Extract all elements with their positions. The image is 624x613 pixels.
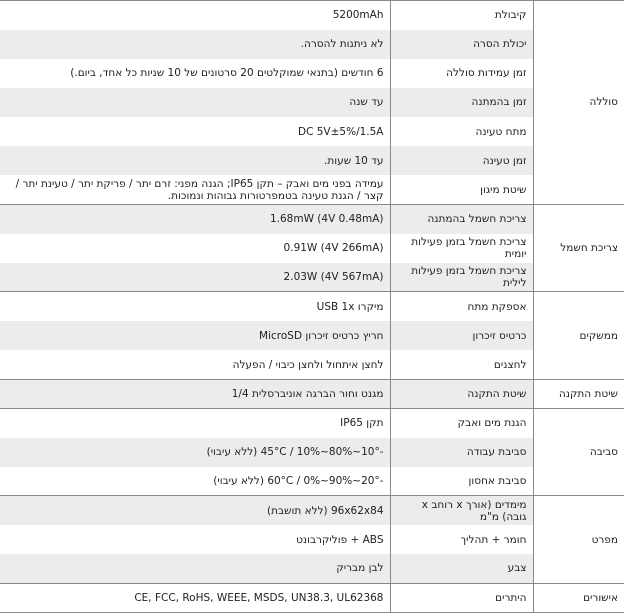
spec-label: צריכת חשמל בהמתנה <box>390 204 533 233</box>
spec-label: סביבת אחסון <box>390 467 533 496</box>
spec-row <box>0 467 624 496</box>
spec-row <box>0 525 624 554</box>
spec-category: אישורים <box>533 583 624 612</box>
spec-label: מתח טעינה <box>390 117 533 146</box>
spec-label: לחצנים <box>390 350 533 379</box>
spec-row <box>0 496 624 525</box>
spec-value: ABS + פוליקרבונט <box>0 525 390 554</box>
spec-value: מגנט וחור הברגה אוניברסלית 1/4 <box>0 379 390 408</box>
spec-label: קיבולת <box>390 1 533 30</box>
spec-value: תקן IP65 <box>0 408 390 437</box>
spec-table-body <box>0 1 624 613</box>
spec-label: הגנת מים ואבק <box>390 408 533 437</box>
spec-label: שיטת התקנה <box>390 379 533 408</box>
spec-row <box>0 350 624 379</box>
spec-label: זמן עמידות סוללה <box>390 59 533 88</box>
spec-value: מיקרו USB 1x <box>0 292 390 321</box>
spec-label: צריכת חשמל בזמן פעילות לילית <box>390 263 533 292</box>
spec-value: לבן מבריק <box>0 554 390 583</box>
spec-label: צריכת חשמל בזמן פעילות יומית <box>390 234 533 263</box>
spec-label: זמן בהמתנה <box>390 88 533 117</box>
spec-category: סוללה <box>533 1 624 205</box>
spec-value: לחצן איתחול ולחצן כיבוי / הפעלה <box>0 350 390 379</box>
spec-row <box>0 379 624 408</box>
spec-row <box>0 1 624 30</box>
spec-row <box>0 438 624 467</box>
spec-value: עד שנה <box>0 88 390 117</box>
spec-row <box>0 292 624 321</box>
spec-value: עמידה בפני מים ואבק – תקן IP65; הגנה מפני: זרם יתר / פריקת יתר / טעינת יתר / קצר / הגנת טעינה בטמפרטורות גבוהות ונמוכות. <box>0 175 390 204</box>
spec-label: כרטיס זיכרון <box>390 321 533 350</box>
spec-value: 6 חודשים (בתנאי שמוקלטים 20 סרטונים של 10 שניות כל אחד, ביום.) <box>0 59 390 88</box>
spec-label: סביבת עבודה <box>390 438 533 467</box>
spec-row <box>0 263 624 292</box>
spec-label: מימדים (אורך x רוחב x גובה) מ"מ <box>390 496 533 525</box>
spec-row <box>0 583 624 612</box>
spec-value: עד 10 שעות. <box>0 146 390 175</box>
spec-row <box>0 146 624 175</box>
spec-row <box>0 234 624 263</box>
spec-row <box>0 554 624 583</box>
spec-label: אספקת מתח <box>390 292 533 321</box>
spec-row <box>0 117 624 146</box>
spec-value: 96x62x84 (ללא תושבת) <box>0 496 390 525</box>
spec-label: צבע <box>390 554 533 583</box>
spec-value: DC 5V±5%/1.5A <box>0 117 390 146</box>
spec-label: היתרים <box>390 583 533 612</box>
spec-category: צריכת חשמל <box>533 204 624 291</box>
spec-row <box>0 175 624 204</box>
spec-value: 1.68mW (4V 0.48mA) <box>0 204 390 233</box>
spec-category: סביבה <box>533 408 624 495</box>
spec-label: חומר + תהליך <box>390 525 533 554</box>
spec-category: שיטת התקנה <box>533 379 624 408</box>
spec-row <box>0 88 624 117</box>
spec-row <box>0 321 624 350</box>
spec-value: CE, FCC, RoHS, WEEE, MSDS, UN38.3, UL62368 <box>0 583 390 612</box>
spec-label: זמן טעינה <box>390 146 533 175</box>
spec-value: חריץ כרטיס זיכרון MicroSD <box>0 321 390 350</box>
spec-row <box>0 59 624 88</box>
spec-value: -20°~60°C / 0%~90% (ללא עיבוי) <box>0 467 390 496</box>
spec-label: יכולת הסרה <box>390 30 533 59</box>
spec-value: 0.91W (4V 266mA) <box>0 234 390 263</box>
spec-row <box>0 204 624 233</box>
spec-value: לא ניתנות להסרה. <box>0 30 390 59</box>
spec-category: מפרט <box>533 496 624 583</box>
spec-value: -10°~45°C / 10%~80% (ללא עיבוי) <box>0 438 390 467</box>
spec-category: ממשקים <box>533 292 624 379</box>
spec-value: 2.03W (4V 567mA) <box>0 263 390 292</box>
spec-row <box>0 408 624 437</box>
spec-value: 5200mAh <box>0 1 390 30</box>
spec-label: שיטת מיגון <box>390 175 533 204</box>
spec-row <box>0 30 624 59</box>
